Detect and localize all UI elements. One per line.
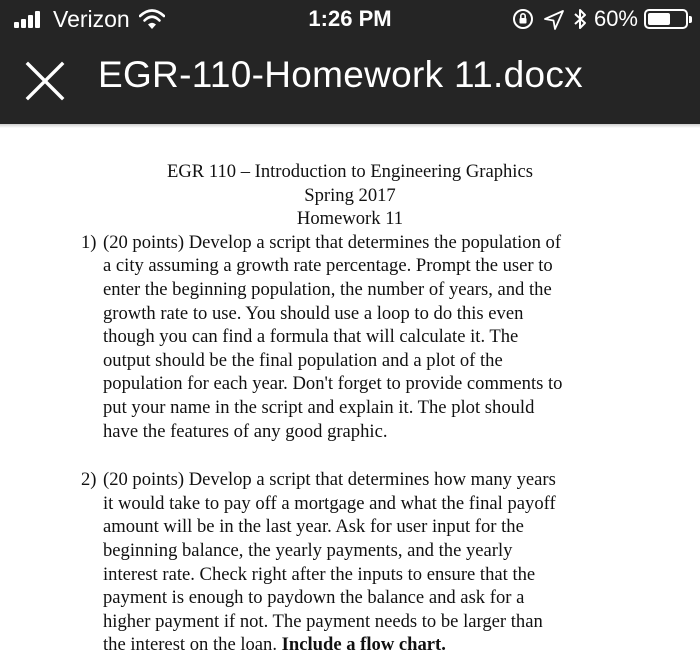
question-line: have the features of any good graphic. bbox=[103, 420, 388, 442]
question-line: beginning balance, the yearly payments, and the yearly bbox=[103, 539, 513, 561]
battery-fill bbox=[648, 13, 670, 25]
question-line: population for each year. Don't forget to provide comments to bbox=[103, 373, 563, 395]
status-bar bbox=[0, 0, 700, 36]
document-body bbox=[0, 160, 700, 657]
question-number: 2) bbox=[81, 469, 97, 491]
location-arrow-icon bbox=[542, 8, 566, 30]
question-line: growth rate to use. You should use a loop to do this even bbox=[103, 302, 524, 324]
header-shadow bbox=[0, 124, 700, 128]
carrier-name: Verizon bbox=[53, 6, 130, 32]
status-right-group bbox=[512, 5, 688, 33]
question-line: enter the beginning population, the number of years, and the bbox=[103, 278, 552, 300]
bluetooth-icon bbox=[572, 7, 588, 31]
question-line: (20 points) Develop a script that determines how many years bbox=[103, 469, 556, 491]
question-line: put your name in the script and explain it. The plot should bbox=[103, 396, 535, 418]
semester: Spring 2017 bbox=[304, 184, 396, 206]
question-line: interest rate. Check right after the inputs to ensure that the bbox=[103, 563, 536, 585]
question-line: it would take to pay off a mortgage and what the final payoff bbox=[103, 492, 556, 514]
battery-nub bbox=[689, 16, 692, 23]
document-heading bbox=[0, 160, 700, 231]
document-title: EGR-110-Homework 11.docx bbox=[98, 54, 583, 95]
close-icon[interactable] bbox=[22, 58, 68, 104]
question-line: higher payment if not. The payment needs to be larger than bbox=[103, 610, 543, 632]
question-1 bbox=[0, 231, 643, 443]
top-bar bbox=[0, 0, 700, 124]
question-line: output should be the final population and a plot of the bbox=[103, 349, 503, 371]
course-title: EGR 110 – Introduction to Engineering Graphics bbox=[167, 161, 533, 182]
battery-icon bbox=[644, 9, 688, 29]
question-text: the interest on the loan. bbox=[103, 634, 282, 656]
question-line: a city assuming a growth rate percentage. Prompt the user to bbox=[103, 255, 553, 277]
battery-percent: 60% bbox=[593, 6, 638, 31]
question-line: payment is enough to paydown the balance and ask for a bbox=[103, 587, 525, 609]
assignment-name: Homework 11 bbox=[296, 208, 404, 230]
question-2 bbox=[0, 468, 643, 657]
question-number: 1) bbox=[81, 231, 97, 253]
question-line: amount will be in the last year. Ask for user input for the bbox=[103, 516, 524, 538]
orientation-lock-icon bbox=[512, 8, 534, 30]
question-line: though you can find a formula that will calculate it. The bbox=[103, 326, 519, 348]
question-line-last bbox=[103, 633, 643, 657]
flow-chart-requirement: Include a flow chart. bbox=[281, 634, 446, 656]
status-time: 1:26 PM bbox=[308, 6, 392, 31]
question-line: (20 points) Develop a script that determines the population of bbox=[103, 231, 562, 253]
